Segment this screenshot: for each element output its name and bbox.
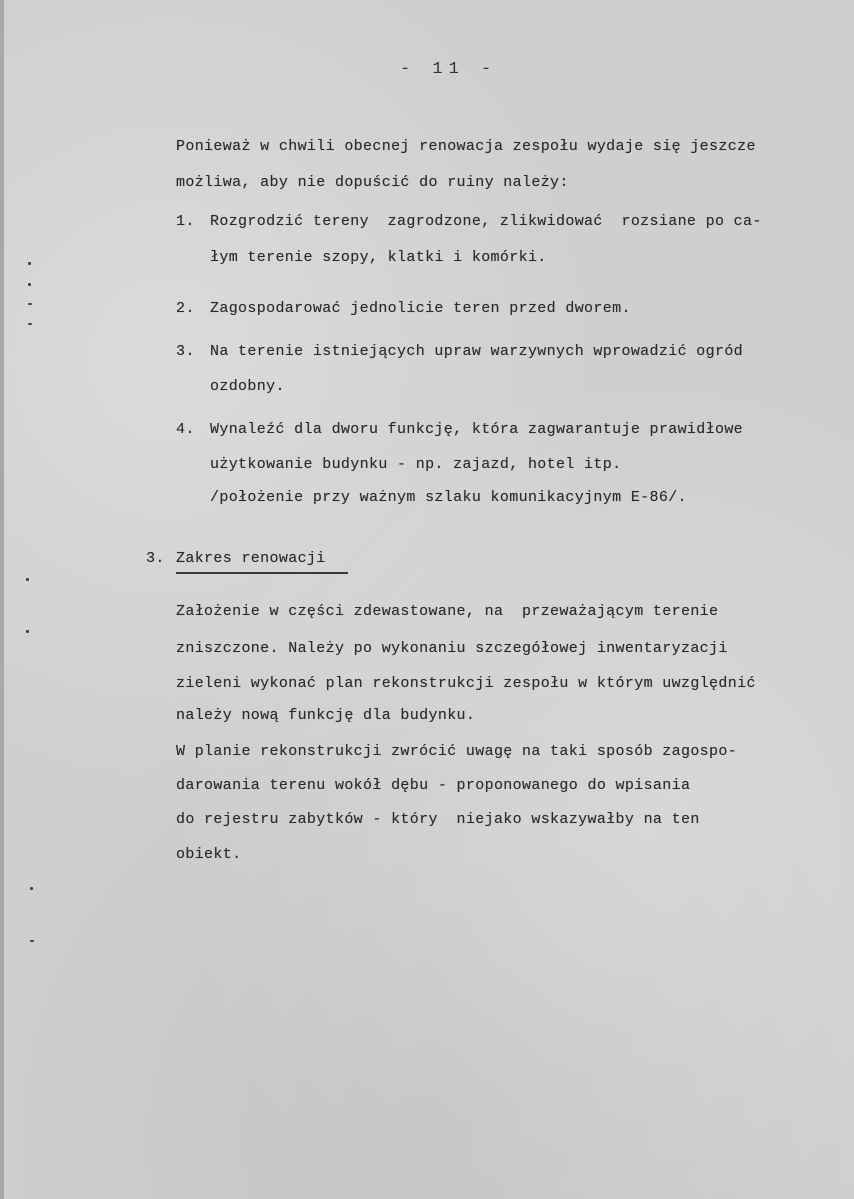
body-line-8: obiekt.: [176, 846, 242, 863]
list-item-3-line-2: ozdobny.: [210, 378, 285, 395]
section-title-underline: [176, 572, 348, 574]
margin-mark: [28, 303, 32, 305]
body-line-4: należy nową funkcję dla budynku.: [176, 707, 476, 724]
margin-mark: [30, 887, 33, 890]
page-number: - 11 -: [400, 60, 498, 79]
list-item-2-number: 2.: [176, 300, 195, 317]
margin-mark: [28, 262, 31, 265]
list-item-1-number: 1.: [176, 213, 195, 230]
intro-line-2: możliwa, aby nie dopuścić do ruiny należy:: [176, 174, 569, 191]
margin-mark: [26, 630, 29, 633]
body-line-2: zniszczone. Należy po wykonaniu szczegółowej inwentaryzacji: [176, 640, 728, 657]
list-item-3-number: 3.: [176, 343, 195, 360]
page-left-edge: [0, 0, 4, 1199]
body-line-6: darowania terenu wokół dębu - proponowanego do wpisania: [176, 777, 691, 794]
body-line-5: W planie rekonstrukcji zwrócić uwagę na taki sposób zagospo-: [176, 743, 738, 760]
section-title: Zakres renowacji: [176, 550, 326, 567]
list-item-4-line-1: Wynaleźć dla dworu funkcję, która zagwarantuje prawidłowe: [210, 421, 744, 438]
list-item-4-line-3: /położenie przy ważnym szlaku komunikacyjnym E-86/.: [210, 489, 687, 506]
body-line-3: zieleni wykonać plan rekonstrukcji zespołu w którym uwzględnić: [176, 675, 756, 692]
list-item-3-line-1: Na terenie istniejących upraw warzywnych wprowadzić ogród: [210, 343, 744, 360]
list-item-1-line-1: Rozgrodzić tereny zagrodzone, zlikwidować rozsiane po ca-: [210, 213, 762, 230]
body-line-7: do rejestru zabytków - który niejako wskazywałby na ten: [176, 811, 700, 828]
margin-mark: [30, 940, 34, 942]
margin-mark: [26, 578, 29, 581]
list-item-4-line-2: użytkowanie budynku - np. zajazd, hotel itp.: [210, 456, 622, 473]
list-item-4-number: 4.: [176, 421, 195, 438]
section-number: 3.: [146, 550, 165, 567]
margin-mark: [28, 283, 31, 286]
list-item-1-line-2: łym terenie szopy, klatki i komórki.: [210, 249, 547, 266]
margin-mark: [28, 323, 32, 325]
list-item-2-line-1: Zagospodarować jednolicie teren przed dworem.: [210, 300, 631, 317]
body-line-1: Założenie w części zdewastowane, na przeważającym terenie: [176, 603, 719, 620]
intro-line-1: Ponieważ w chwili obecnej renowacja zespołu wydaje się jeszcze: [176, 138, 756, 155]
